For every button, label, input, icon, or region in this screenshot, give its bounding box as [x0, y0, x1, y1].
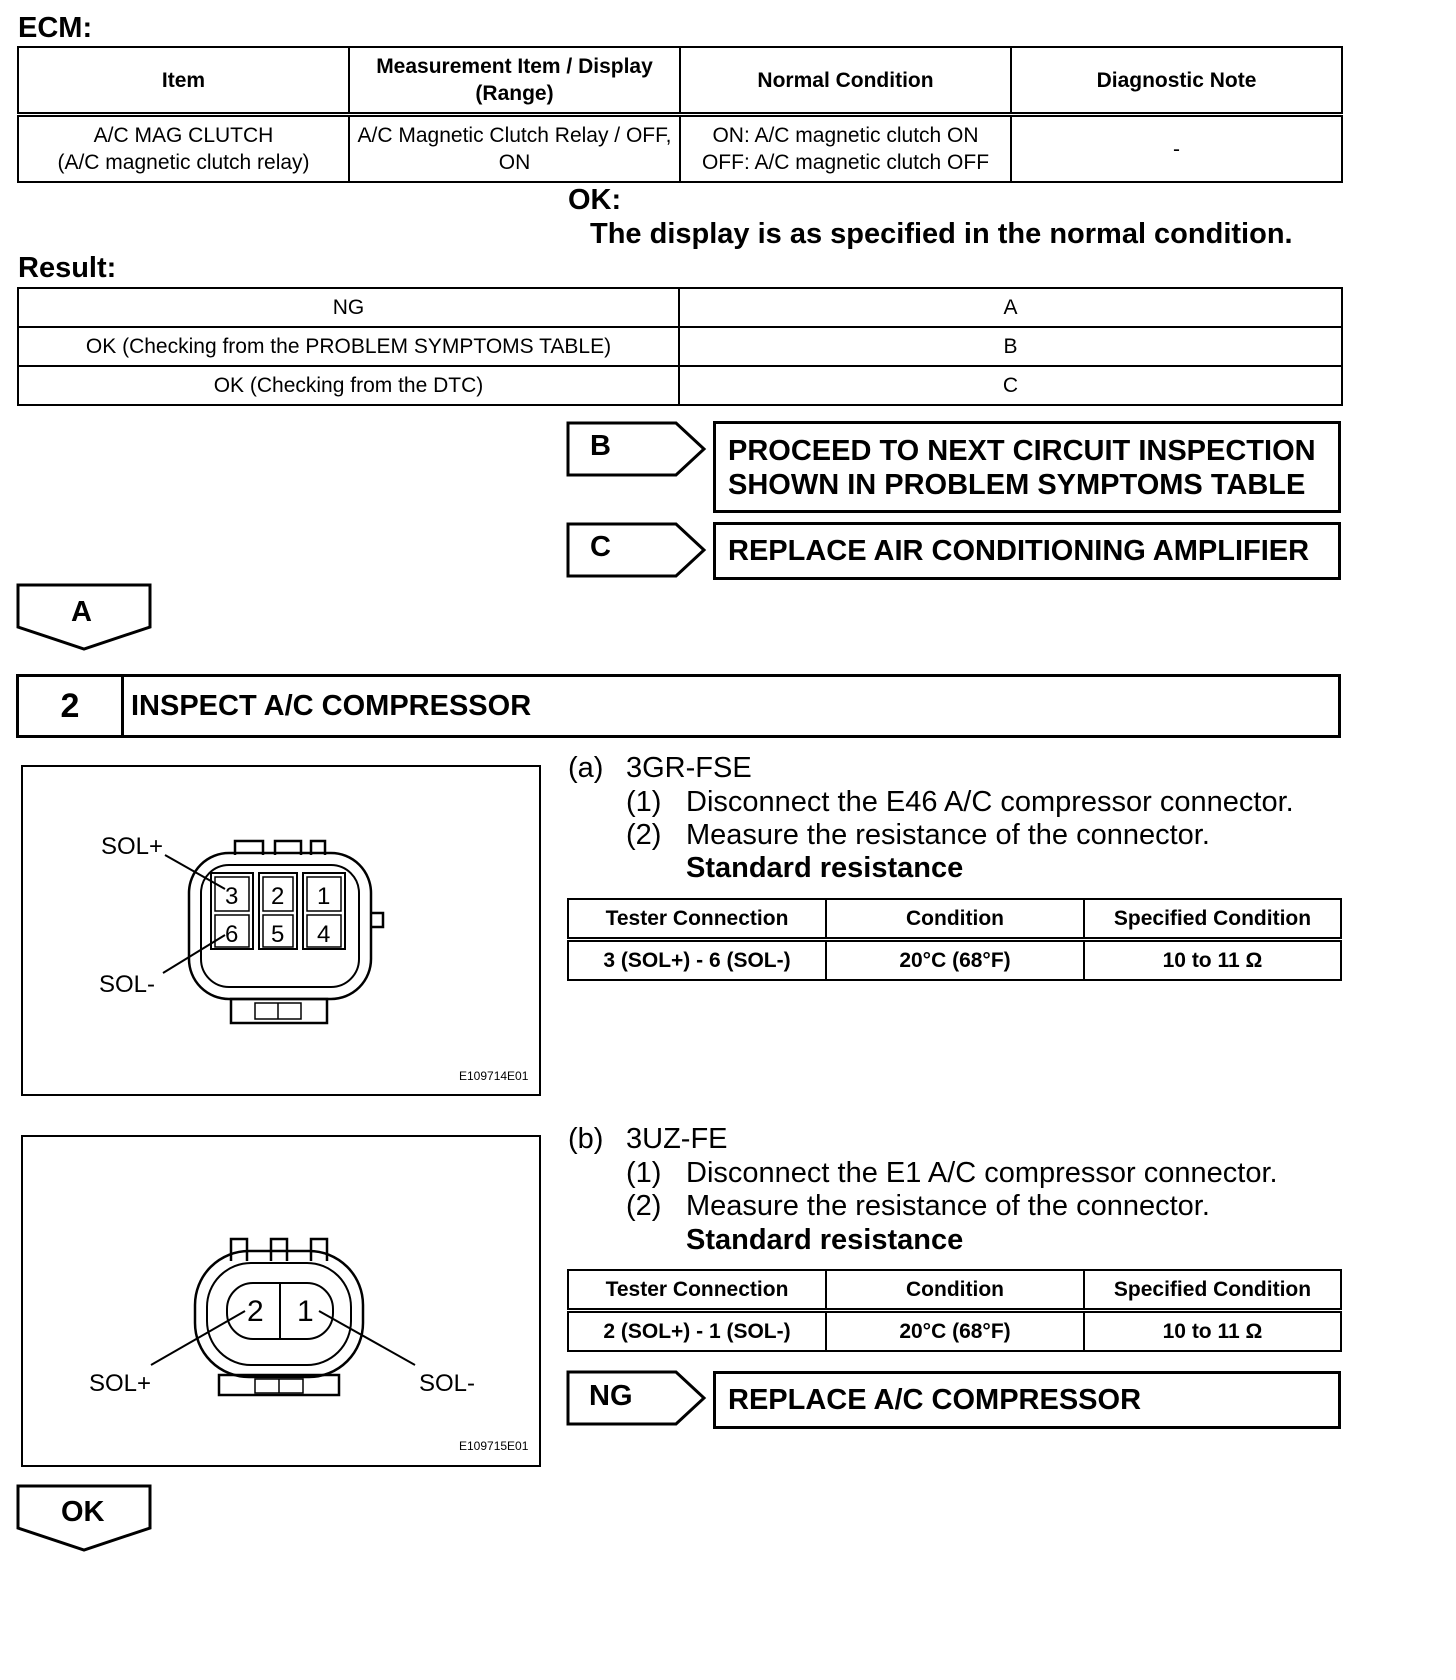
sub-b-engine: 3UZ-FE: [626, 1123, 728, 1155]
branch-a-label: A: [71, 596, 92, 628]
header-tester-connection: Tester Connection: [568, 1270, 826, 1311]
sub-a-step1: Disconnect the E46 A/C compressor connector.: [686, 786, 1294, 818]
ecm-header-normal: Normal Condition: [680, 47, 1011, 115]
branch-ng-action: REPLACE A/C COMPRESSOR: [713, 1371, 1341, 1429]
branch-b-label: B: [590, 430, 611, 462]
step-number: 2: [19, 677, 124, 735]
connector-diagram-e46: [21, 765, 541, 1096]
cell-specified-condition: 10 to 11 Ω: [1084, 1311, 1341, 1352]
sol-minus-label: SOL-: [419, 1370, 476, 1397]
branch-ng-label: NG: [589, 1380, 633, 1412]
connector-e1-icon: [23, 1137, 539, 1465]
result-condition: OK (Checking from the PROBLEM SYMPTOMS TABLE): [18, 327, 679, 366]
header-condition: Condition: [826, 1270, 1084, 1311]
resistance-table-b: [567, 1269, 1342, 1352]
header-condition: Condition: [826, 899, 1084, 940]
pin-label: 1: [317, 883, 331, 910]
ecm-cell-measurement: A/C Magnetic Clutch Relay / OFF, ON: [349, 115, 680, 183]
pin-label: 5: [271, 921, 285, 948]
ecm-table: [17, 46, 1343, 183]
ecm-table-header-row: [18, 47, 1342, 115]
sub-a-engine: 3GR-FSE: [626, 752, 752, 784]
ecm-cell-note: -: [1011, 115, 1342, 183]
pin-label: 3: [225, 883, 239, 910]
cell-specified-condition: 10 to 11 Ω: [1084, 940, 1341, 981]
result-row: [18, 366, 1342, 405]
result-table: [17, 287, 1343, 406]
branch-ng-arrow: [566, 1370, 712, 1426]
result-row: [18, 327, 1342, 366]
ecm-header-item: Item: [18, 47, 349, 115]
table-header-row: [568, 1270, 1341, 1311]
ecm-cell-item: A/C MAG CLUTCH (A/C magnetic clutch relay): [18, 115, 349, 183]
ecm-heading: ECM:: [18, 12, 93, 44]
resistance-table-a: [567, 898, 1342, 981]
sub-b-standard-label: Standard resistance: [686, 1224, 964, 1256]
result-code: A: [679, 288, 1342, 327]
sol-minus-label: SOL-: [99, 971, 156, 998]
result-row: [18, 288, 1342, 327]
step-2-header: [16, 674, 1341, 738]
result-condition: OK (Checking from the DTC): [18, 366, 679, 405]
ok-text: The display is as specified in the normal condition.: [590, 218, 1293, 250]
ok-label: OK:: [568, 184, 622, 216]
pin-label: 4: [317, 921, 331, 948]
cell-tester-connection: 3 (SOL+) - 6 (SOL-): [568, 940, 826, 981]
sol-plus-label: SOL+: [89, 1370, 152, 1397]
ecm-header-note: Diagnostic Note: [1011, 47, 1342, 115]
sub-b-marker: (b): [568, 1123, 604, 1155]
sub-a-step2: Measure the resistance of the connector.: [686, 819, 1210, 851]
sub-b-step2: Measure the resistance of the connector.: [686, 1190, 1210, 1222]
cell-condition: 20°C (68°F): [826, 940, 1084, 981]
table-row: [568, 940, 1341, 981]
pin-label: 6: [225, 921, 239, 948]
result-code: C: [679, 366, 1342, 405]
branch-c-label: C: [590, 531, 611, 563]
sub-a-standard-label: Standard resistance: [686, 852, 964, 884]
header-specified-condition: Specified Condition: [1084, 899, 1341, 940]
sub-b-step2-num: (2): [626, 1190, 662, 1222]
pin-label: 2: [247, 1295, 264, 1328]
sub-b-step1: Disconnect the E1 A/C compressor connector.: [686, 1157, 1278, 1189]
step-title: INSPECT A/C COMPRESSOR: [131, 690, 532, 722]
ecm-header-measurement: Measurement Item / Display (Range): [349, 47, 680, 115]
figure-code: E109715E01: [459, 1439, 529, 1453]
branch-b-arrow: [566, 421, 712, 477]
table-header-row: [568, 899, 1341, 940]
result-heading: Result:: [18, 252, 117, 284]
connector-diagram-e1: [21, 1135, 541, 1467]
branch-b-action: PROCEED TO NEXT CIRCUIT INSPECTION SHOWN IN PROBLEM SYMPTOMS TABLE: [713, 421, 1341, 513]
sub-a-marker: (a): [568, 752, 604, 784]
sol-plus-label: SOL+: [101, 833, 164, 860]
header-specified-condition: Specified Condition: [1084, 1270, 1341, 1311]
sub-a-step1-num: (1): [626, 786, 662, 818]
sub-b-step1-num: (1): [626, 1157, 662, 1189]
sub-a-step2-num: (2): [626, 819, 662, 851]
cell-tester-connection: 2 (SOL+) - 1 (SOL-): [568, 1311, 826, 1352]
header-tester-connection: Tester Connection: [568, 899, 826, 940]
ecm-cell-normal: ON: A/C magnetic clutch ON OFF: A/C magnetic clutch OFF: [680, 115, 1011, 183]
branch-c-arrow: [566, 522, 712, 578]
ecm-table-row: [18, 115, 1342, 183]
pin-label: 2: [271, 883, 285, 910]
branch-c-action: REPLACE AIR CONDITIONING AMPLIFIER: [713, 522, 1341, 580]
result-code: B: [679, 327, 1342, 366]
result-condition: NG: [18, 288, 679, 327]
pin-label: 1: [297, 1295, 314, 1328]
figure-code: E109714E01: [459, 1069, 529, 1083]
cell-condition: 20°C (68°F): [826, 1311, 1084, 1352]
ok-next-label: OK: [61, 1496, 105, 1528]
table-row: [568, 1311, 1341, 1352]
